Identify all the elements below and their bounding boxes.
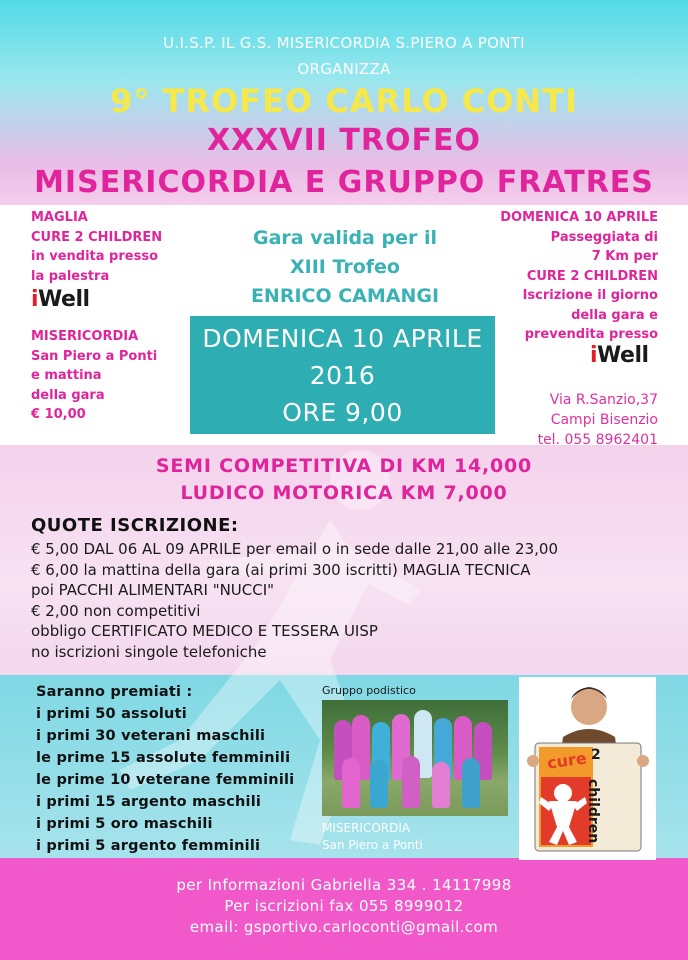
- distance-semi: SEMI COMPETITIVA DI KM 14,000: [155, 455, 533, 477]
- right-line: DOMENICA 10 APRILE: [500, 210, 658, 225]
- distance-ludico: LUDICO MOTORICA KM 7,000: [180, 482, 508, 504]
- right-passeggiata-block: [500, 208, 658, 345]
- prize-item: i primi 5 oro maschili: [36, 816, 213, 832]
- prize-item: i primi 15 argento maschili: [36, 794, 262, 810]
- footer-fax-line: Per iscrizioni fax 055 8999012: [224, 897, 464, 915]
- prize-item: le prime 10 veterane femminili: [36, 772, 295, 788]
- date-line: DOMENICA 10 APRILE: [202, 324, 483, 353]
- left-misericordia-block: [31, 327, 157, 425]
- left-line: della gara: [31, 387, 105, 403]
- group-photo: [322, 700, 508, 816]
- organizza-label: ORGANIZZA: [297, 60, 391, 78]
- photo-caption-bottom: [322, 820, 423, 854]
- address-line: Via R.Sanzio,37: [549, 392, 658, 408]
- left-line: la palestra: [31, 268, 110, 284]
- time-line: ORE 9,00: [282, 398, 403, 427]
- gara-line: XIII Trofeo: [290, 256, 400, 278]
- quote-line: € 5,00 DAL 06 AL 09 APRILE per email o in sede dalle 21,00 alle 23,00: [31, 540, 558, 558]
- footer-email-line[interactable]: email: gsportivo.carloconti@gmail.com: [189, 918, 499, 936]
- quote-line: € 6,00 la mattina della gara (ai primi 300 iscritti) MAGLIA TECNICA: [31, 560, 531, 579]
- footer-info-line: per Informazioni Gabriella 334 . 14117998: [176, 876, 512, 894]
- gara-line: Gara valida per il: [253, 227, 437, 249]
- quote-line: poi PACCHI ALIMENTARI "NUCCI": [31, 581, 275, 599]
- iwell-logo-right: [590, 343, 649, 368]
- left-line: e mattina: [31, 368, 102, 383]
- date-box: [190, 316, 495, 434]
- year-line: 2016: [309, 361, 376, 390]
- prize-item: le prime 15 assolute femminili: [36, 750, 291, 766]
- title-carlo-conti: 9° TROFEO CARLO CONTI: [110, 82, 578, 120]
- iwell-i: i: [590, 343, 598, 368]
- cure-word: cure: [545, 748, 588, 773]
- gara-line: ENRICO CAMANGI: [250, 285, 440, 307]
- iwell-rest: Well: [38, 287, 90, 312]
- distances-block: [0, 453, 688, 507]
- prize-item: i primi 30 veterani maschili: [36, 728, 266, 744]
- left-line: € 10,00: [31, 407, 86, 422]
- address-line: tel. 055 8962401: [537, 432, 658, 448]
- children-word: children: [585, 779, 601, 844]
- iwell-rest: Well: [597, 343, 649, 368]
- iwell-logo-left: [31, 287, 90, 312]
- right-line: CURE 2 CHILDREN: [526, 268, 658, 284]
- left-line: in vendita presso: [31, 249, 158, 264]
- prizes-list: [36, 681, 294, 857]
- address-line: Campi Bisenzio: [550, 412, 658, 428]
- prizes-title: Saranno premiati :: [36, 684, 193, 700]
- photo-caption-place: San Piero a Ponti: [322, 838, 423, 852]
- left-line: CURE 2 CHILDREN: [31, 229, 163, 245]
- organizer-line: U.I.S.P. IL G.S. MISERICORDIA S.PIERO A PONTI: [163, 34, 525, 52]
- right-line: Iscrizione il giorno: [522, 288, 658, 303]
- right-line: della gara e: [571, 307, 658, 323]
- prize-item: i primi 50 assoluti: [36, 706, 187, 722]
- title-misericordia-fratres: MISERICORDIA E GRUPPO FRATRES: [34, 165, 654, 200]
- cure-number: 2: [591, 747, 601, 763]
- quote-line: € 2,00 non competitivi: [31, 601, 201, 620]
- quote-line: obbligo CERTIFICATO MEDICO E TESSERA UISP: [31, 622, 378, 640]
- photo-caption-top: Gruppo podistico: [322, 684, 416, 697]
- right-line: Passeggiata di: [550, 229, 658, 245]
- cure2children-panel: [519, 677, 656, 860]
- quote-title: QUOTE ISCRIZIONE:: [31, 515, 239, 536]
- left-line: MAGLIA: [31, 210, 88, 225]
- quote-lines: [31, 539, 558, 662]
- address-block: [538, 390, 658, 450]
- photo-caption-org: MISERICORDIA: [322, 821, 411, 835]
- iwell-i: i: [31, 287, 39, 312]
- gara-valida-block: [190, 224, 500, 311]
- right-line: 7 Km per: [591, 249, 658, 264]
- prize-item: i primi 5 argento femminili: [36, 838, 261, 854]
- title-xxxvii: XXXVII TROFEO: [207, 123, 481, 158]
- quote-line: no iscrizioni singole telefoniche: [31, 642, 267, 661]
- right-line: prevendita presso: [524, 327, 658, 342]
- left-line: MISERICORDIA: [31, 329, 139, 344]
- left-line: San Piero a Ponti: [31, 348, 158, 364]
- left-maglia-block: [31, 208, 162, 286]
